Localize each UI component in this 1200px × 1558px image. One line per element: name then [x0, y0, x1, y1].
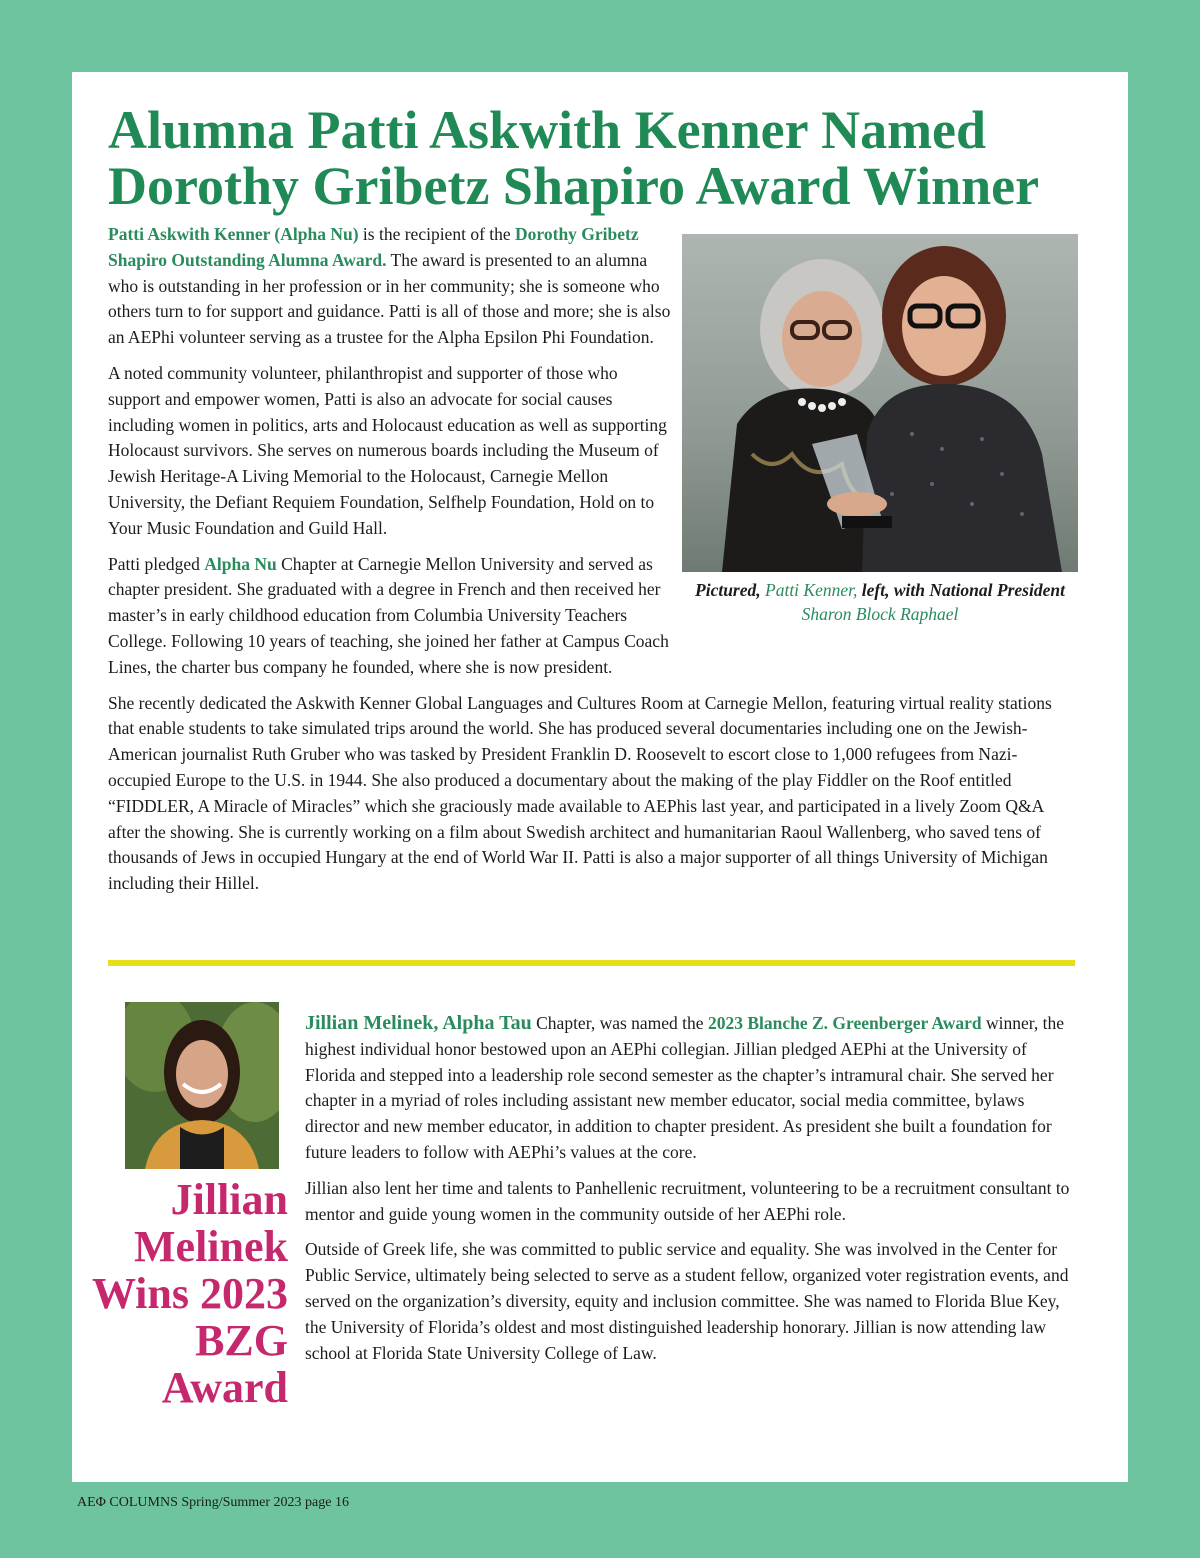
paragraph-text: is the recipient of the: [358, 224, 516, 244]
paragraph-1: [305, 1011, 1075, 1166]
caption-name-kenner: Patti Kenner,: [765, 580, 858, 600]
highlight-chapter: Alpha Nu: [204, 553, 277, 574]
paragraph-text-rest: Chapter at Carnegie Mellon University and served as chapter president. She graduated with a degree in French and then received her master’s in early childhood education from Columbia University Teachers College. Following 10 years of teaching, she joined her father at Campus Coach Lines, the charter bus company he founded, where she is now president.: [108, 553, 669, 677]
photo-jillian-melinek: [125, 1002, 279, 1169]
paragraph-4: She recently dedicated the Askwith Kenner Global Languages and Cultures Room at Carnegie Mellon, featuring virtual reality stations that enable students to take simulated trips around the world. She has produced several documentaries including one on the Jewish-American journalist Ruth Gruber who was tasked by President Franklin D. Roosevelt to escort close to 1,000 refugees from Nazi-occupied Europe to the U.S. in 1944. She also produced a documentary about the making of the play Fiddler on the Roof entitled “FIDDLER, A Miracle of Miracles” which she graciously made available to AEPhis last year, and participated in a lively Zoom Q&A after the showing. She is currently working on a film about Swedish architect and humanitarian Raoul Wallenberg, who saved tens of thousands of Jews in occupied Hungary at the end of World War II. Patti is also a major supporter of all things University of Michigan including their Hillel.: [108, 692, 1052, 894]
caption-text: Pictured,: [695, 580, 766, 600]
portrait-illustration: [125, 1002, 279, 1169]
paragraph-text: Patti pledged: [108, 553, 205, 574]
photo-illustration: [682, 234, 1078, 572]
article-headline: Alumna Patti Askwith Kenner Named Dorothy Gribetz Shapiro Award Winner: [108, 100, 1040, 216]
paragraph-2: Jillian also lent her time and talents to Panhellenic recruitment, volunteering to be a recruitment consultant to mentor and guide young women in the community outside of her AEPhi role.: [305, 1177, 1070, 1224]
sidebar-title: Jillian Melinek Wins 2023 BZG Award: [91, 1175, 288, 1412]
highlight-award: Dorothy Gribetz Shapiro Outstanding Alumna Award.: [108, 224, 639, 270]
paragraph-text-rest: winner, the highest individual honor bestowed upon an AEPhi collegian. Jillian pledged AEPhi at the University of Florida and stepped into a leadership role second semester as the chapter’s intramural chair. She served her chapter in a myriad of roles including assistant new member educator, social media committee, bylaws director and new member educator, in addition to chapter president. As president she built a foundation for future leaders to follow with AEPhi’s values at the core.: [305, 1013, 1065, 1162]
paragraph-3: Outside of Greek life, she was committed to public service and equality. She was involved in the Center for Public Service, ultimately being selected to serve as a student fellow, organized voter registration events, and served on the organization’s diversity, equity and inclusion committee. She was named to Florida Blue Key, the University of Florida’s oldest and most distinguished leadership honorary. Jillian is now attending law school at Florida State University College of Law.: [305, 1239, 1069, 1363]
caption-name-raphael: Sharon Block Raphael: [801, 604, 959, 624]
page-footer: ΑΕΦ COLUMNS Spring/Summer 2023 page 16: [77, 1495, 349, 1510]
article-body-kenner: [108, 222, 1078, 907]
photo-kenner-raphael: [682, 234, 1078, 572]
section-divider: [108, 960, 1075, 966]
highlight-award: 2023 Blanche Z. Greenberger Award: [707, 1013, 982, 1033]
highlight-name: Patti Askwith Kenner (Alpha Nu): [108, 224, 359, 244]
photo-figure-kenner: [682, 234, 1078, 632]
paragraph-text-rest: The award is presented to an alumna who is outstanding in her profession or in her community; she is someone who others turn to for support and guidance. Patti is all of those and more; she is also an AEPhi volunteer serving as a trustee for the Alpha Epsilon Phi Foundation.: [108, 249, 671, 348]
page-panel: [72, 72, 1128, 1482]
article-body-melinek: [305, 1011, 1075, 1376]
caption-text-2: left, with National President: [857, 580, 1065, 600]
photo-caption: [682, 578, 1078, 632]
paragraph-2: A noted community volunteer, philanthropist and supporter of those who support and empower women, Patti is also an advocate for social causes including women in politics, arts and Holocaust education as well as supporting Holocaust survivors. She serves on numerous boards including the Museum of Jewish Heritage-A Living Memorial to the Holocaust, Carnegie Mellon University, the Defiant Requiem Foundation, Selfhelp Foundation, Hold on to Your Music Foundation and Guild Hall.: [108, 362, 667, 538]
highlight-name: Jillian Melinek, Alpha Tau: [305, 1012, 532, 1034]
paragraph-text: Chapter, was named the: [531, 1013, 708, 1033]
